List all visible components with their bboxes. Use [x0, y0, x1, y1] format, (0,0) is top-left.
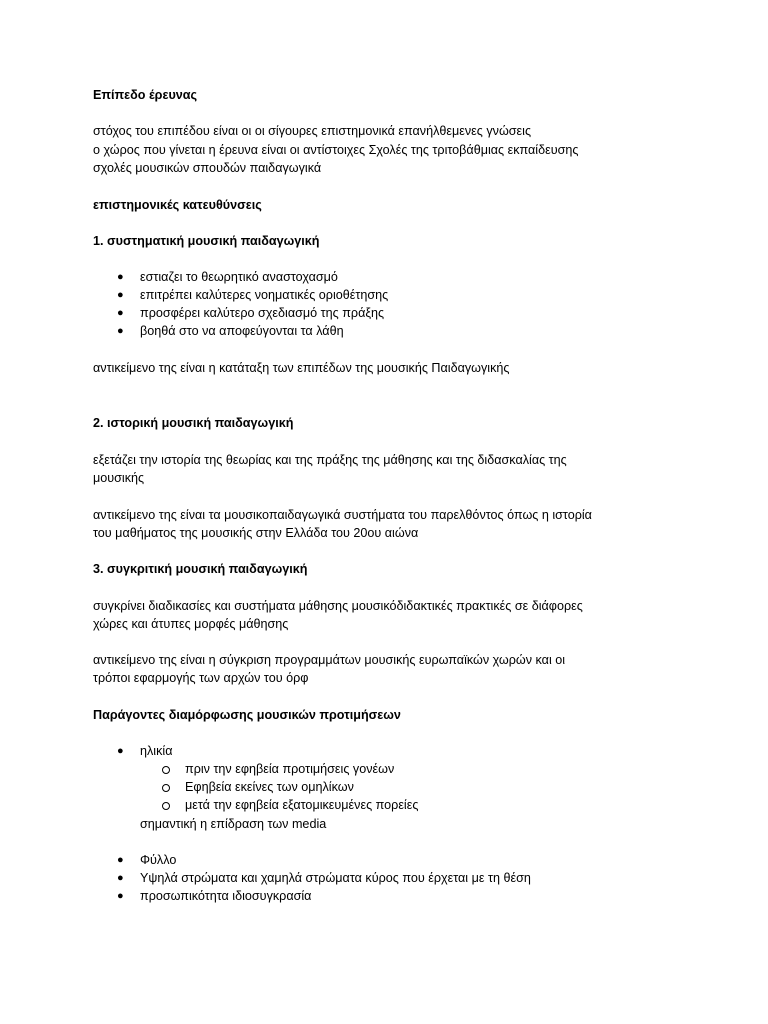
section4-item-1: Φύλλο	[140, 853, 177, 867]
section1-object: αντικείμενο της είναι η κατάταξη των επιπέδων της μουσικής Παιδαγωγικής	[93, 361, 510, 375]
bullet-icon: ●	[117, 289, 124, 301]
para1-line3: σχολές μουσικών σπουδών παιδαγωγικά	[93, 161, 322, 175]
bullet-icon: ●	[117, 271, 124, 283]
section1-title: 1. συστηματική μουσική παιδαγωγική	[93, 234, 320, 248]
bullet-icon: ●	[117, 890, 124, 902]
section1-item-2: επιτρέπει καλύτερες νοηματικές οριοθέτησης	[140, 288, 389, 302]
bullet-icon: ●	[117, 307, 124, 319]
circle-bullet-icon	[162, 802, 170, 810]
section4-item-3: προσωπικότητα ιδιοσυγκρασία	[140, 889, 312, 903]
section2-title: 2. ιστορική μουσική παιδαγωγική	[93, 416, 294, 430]
circle-bullet-icon	[162, 784, 170, 792]
section3-object-line1: αντικείμενο της είναι η σύγκριση προγραμμάτων μουσικής ευρωπαϊκών χωρών και οι	[93, 653, 566, 667]
section3-object-line2: τρόποι εφαρμογής των αρχών του όρφ	[93, 671, 309, 685]
bullet-icon: ●	[117, 325, 124, 337]
bullet-icon: ●	[117, 872, 124, 884]
section3-text-line1: συγκρίνει διαδικασίες και συστήματα μάθησης μουσικόδιδακτικές πρακτικές σε διάφορες	[93, 599, 583, 613]
bullet-icon: ●	[117, 854, 124, 866]
para1-line1: στόχος του επιπέδου είναι οι οι σίγουρες επιστημονικά επανήλθεμενες γνώσεις	[93, 124, 532, 138]
section1-item-4: βοηθά στο να αποφεύγονται τα λάθη	[140, 324, 344, 338]
section1-item-3: προσφέρει καλύτερο σχεδιασμό της πράξης	[140, 306, 385, 320]
section2-text-line2: μουσικής	[93, 471, 145, 485]
circle-bullet-icon	[162, 766, 170, 774]
section4-title: Παράγοντες διαμόρφωσης μουσικών προτιμήσεων	[93, 708, 401, 722]
section1-item-1: εστιαζει το θεωρητικό αναστοχασμό	[140, 270, 338, 284]
section4-sub-item-1: πριν την εφηβεία προτιμήσεις γονέων	[185, 762, 395, 776]
section2-object-line1: αντικείμενο της είναι τα μουσικοπαιδαγωγικά συστήματα του παρελθόντος όπως η ιστορία	[93, 508, 592, 522]
section4-age: ηλικία	[140, 744, 173, 758]
bullet-icon: ●	[117, 745, 124, 757]
section3-text-line2: χώρες και άτυπες μορφές μάθησης	[93, 617, 289, 631]
section4-sub-item-2: Εφηβεία εκείνες των ομηλίκων	[185, 780, 354, 794]
section2-text-line1: εξετάζει την ιστορία της θεωρίας και της πράξης της μάθησης και της διδασκαλίας της	[93, 453, 567, 467]
section3-title: 3. συγκριτική μουσική παιδαγωγική	[93, 562, 308, 576]
para1-line2: ο χώρος που γίνεται η έρευνα είναι οι αντίστοιχες Σχολές της τριτοβάθμιας εκπαίδευσης	[93, 143, 579, 157]
section4-item-2: Υψηλά στρώματα και χαμηλά στρώματα κύρος που έρχεται με τη θέση	[140, 871, 531, 885]
section2-object-line2: του μαθήματος της μουσικής στην Ελλάδα του 20ου αιώνα	[93, 526, 419, 540]
heading-research-level: Επίπεδο έρευνας	[93, 88, 198, 102]
section4-sub-item-3: μετά την εφηβεία εξατομικευμένες πορείες	[185, 798, 419, 812]
heading-scientific-directions: επιστημονικές κατευθύνσεις	[93, 198, 262, 212]
section4-media: σημαντική η επίδραση των media	[140, 817, 327, 831]
